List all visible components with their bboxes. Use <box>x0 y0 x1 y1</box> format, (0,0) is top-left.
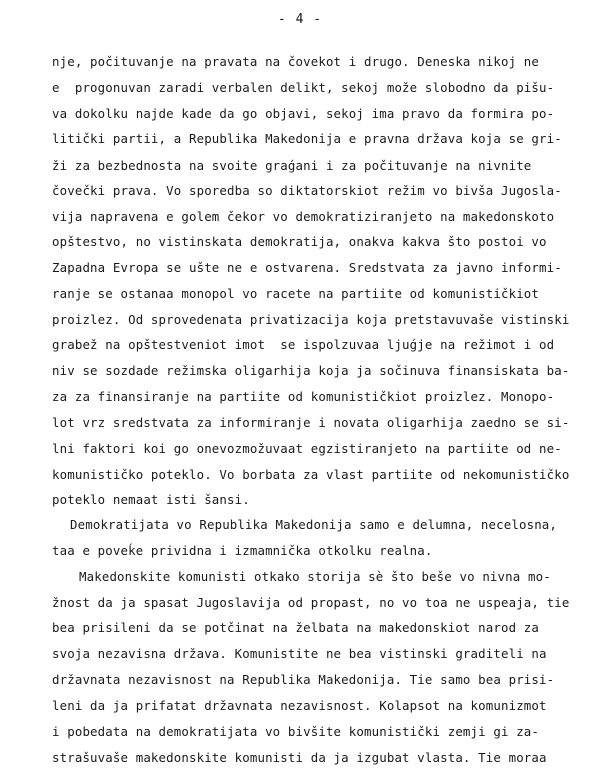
text-line: državnata nezavisnost na Republika Makedonija. Tie samo bea prisi- <box>52 672 555 687</box>
text-line: komunističko poteklo. Vo borbata za vlast partiite od nekomunističko <box>52 467 570 482</box>
text-line: za za finansiranje na partiite od komunističkiot proizlez. Monopo- <box>52 389 555 404</box>
text-line: čovečki prava. Vo sporedba so diktatorskiot režim vo bivša Jugosla- <box>52 183 562 198</box>
text-line: grabež na opštestveniot imot se ispolzuvaa ljuǵje na režimot i od <box>52 337 555 352</box>
text-line: lot vrz sredstvata za informiranje i novata oligarhija zaedno se si- <box>52 415 570 430</box>
text-line: opštestvo, no vistinskata demokratija, onakva kakva što postoi vo <box>52 234 547 249</box>
text-line: Zapadna Evropa se ušte ne e ostvarena. Sredstvata za javno informi- <box>52 260 562 275</box>
text-line: va dokolku najde kade da go objavi, sekoj ima pravo da formira po- <box>52 106 555 121</box>
text-line: nje, počituvanje na pravata na čovekot i drugo. Deneska nikoj ne <box>52 54 540 69</box>
text-line: žnost da ja spasat Jugoslavija od propast, no vo toa ne uspeaja, tie <box>52 595 570 610</box>
text-line: i pobedata na demokratijata vo bivšite komunistički zemji gi za- <box>52 724 540 739</box>
text-line: e progonuvan zaradi verbalen delikt, sekoj može slobodno da pišu- <box>52 80 555 95</box>
text-line: Demokratijata vo Republika Makedonija samo e delumna, necelosna, <box>70 517 558 532</box>
text-line: Makedonskite komunisti otkako storija sè što beše vo nivna mo- <box>79 569 551 584</box>
text-line: lni faktori koi go onevozmožuvaat egzistiranjeto na partiite od ne- <box>52 441 562 456</box>
text-line: niv se sozdade režimska oligarhija koja ja sočinuva finansiskata ba- <box>52 363 570 378</box>
text-line: poteklo nemaat isti šansi. <box>52 492 250 507</box>
text-line: proizlez. Od sprovedenata privatizacija koja pretstavuvaše vistinski <box>52 312 570 327</box>
text-line: strašuvaše makedonskite komunisti da ja izgubat vlasta. Tie moraa <box>52 750 547 765</box>
text-line: leni da ja prifatat državnata nezavisnost. Kolapsot na komunizmot <box>52 698 547 713</box>
text-line: litički partii, a Republika Makedonija e pravna država koja se gri- <box>52 131 562 146</box>
text-line: bea prisileni da se potčinat na želbata na makedonskiot narod za <box>52 620 540 635</box>
text-line: svoja nezavisna država. Komunistite ne bea vistinski graditeli na <box>52 646 547 661</box>
text-line: vija napravena e golem čekor vo demokratiziranjeto na makedonskoto <box>52 209 555 224</box>
page-number: - 4 - <box>277 12 323 27</box>
text-line: ranje se ostanaa monopol vo racete na partiite od komunističkiot <box>52 286 540 301</box>
text-line: ži za bezbednosta na svoite graǵani i za počituvanje na nivnite <box>52 158 532 173</box>
text-line: taa e poveḱe prividna i izmamnička otkolku realna. <box>52 543 433 558</box>
